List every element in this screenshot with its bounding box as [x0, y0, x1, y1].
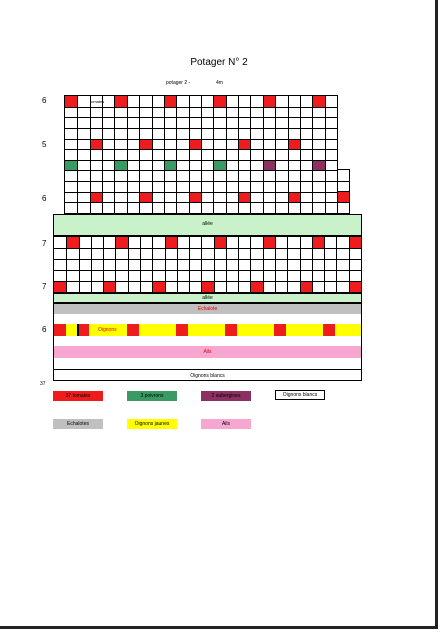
legend-tomates	[53, 391, 103, 401]
grid-line	[115, 237, 116, 292]
grid-line	[114, 96, 115, 213]
row-label-4: 7	[42, 239, 47, 248]
grid-line	[287, 237, 288, 292]
grid-line	[300, 96, 301, 213]
plant-cell	[349, 281, 361, 292]
tomate-square	[274, 324, 286, 336]
row-label-3: 6	[42, 194, 47, 203]
page-title: Potager N° 2	[190, 57, 248, 68]
grid-line	[65, 139, 337, 140]
lower-plot-grid	[53, 236, 362, 293]
grid-line	[164, 96, 165, 213]
plant-cell	[189, 139, 201, 150]
tomate-square	[323, 324, 335, 336]
grid-line	[152, 237, 153, 292]
row-label-2: 5	[42, 140, 47, 149]
plant-cell	[66, 237, 78, 248]
legend-oignons-jaunes	[127, 419, 177, 429]
grid-line	[312, 237, 313, 292]
tomate-square	[127, 324, 139, 336]
oignons-blancs-band	[53, 369, 362, 381]
plant-cell	[165, 237, 177, 248]
grid-line	[250, 237, 251, 292]
legend-echalotes	[53, 419, 103, 429]
legend-oignons-jaunes-label: Oignons jaunes	[134, 421, 170, 427]
tomates-label: tomates	[90, 99, 105, 104]
grid-line	[176, 96, 177, 213]
plant-cell	[201, 281, 213, 292]
grid-line	[90, 96, 91, 213]
grid-line	[54, 259, 361, 260]
grid-line	[275, 237, 276, 292]
plant-cell	[238, 192, 250, 203]
grid-line	[238, 237, 239, 292]
grid-line	[65, 149, 337, 150]
total-label: 37	[40, 381, 46, 387]
grid-line	[65, 192, 337, 193]
plant-cell	[152, 281, 164, 292]
plant-cell	[349, 237, 361, 248]
grid-line	[213, 96, 214, 213]
plant-cell	[250, 281, 262, 292]
legend-ails	[201, 419, 251, 429]
plant-cell	[300, 281, 312, 292]
legend-poivrons	[127, 391, 177, 401]
row-label-1: 6	[42, 96, 47, 105]
grid-line	[300, 237, 301, 292]
grid-line	[102, 96, 103, 213]
grid-line	[65, 107, 337, 108]
plant-cell	[312, 96, 324, 107]
plant-cell	[288, 139, 300, 150]
legend-tomates-label: 37 tomates	[65, 393, 91, 399]
plant-cell	[189, 192, 201, 203]
ails-band	[54, 346, 361, 358]
grid-line	[103, 237, 104, 292]
grid-line	[214, 237, 215, 292]
grid-line	[139, 96, 140, 213]
plant-cell	[114, 160, 126, 171]
plant-cell	[114, 96, 126, 107]
grid-line	[77, 96, 78, 213]
grid-line	[226, 96, 227, 213]
grid-line	[177, 237, 178, 292]
tomate-square	[225, 324, 237, 336]
grid-line	[336, 237, 337, 292]
plant-cell	[263, 237, 275, 248]
plant-cell	[90, 192, 102, 203]
legend-oignons-blancs	[275, 390, 325, 400]
plant-cell	[65, 96, 77, 107]
upper-plot-grid	[64, 95, 338, 214]
plant-cell	[139, 139, 151, 150]
legend-ails-label: Ails	[221, 421, 231, 427]
plant-cell	[90, 139, 102, 150]
grid-line	[65, 181, 337, 182]
legend-poivrons-label: 3 poivrons	[140, 393, 164, 399]
allee-band-bottom	[53, 293, 362, 303]
grid-line	[312, 96, 313, 213]
legend-echalotes-label: Echalotes	[67, 421, 89, 427]
subtitle-label: potager 2 -	[166, 80, 191, 86]
allee-band-top	[53, 214, 362, 236]
tomate-square	[176, 324, 188, 336]
grid-line	[238, 96, 239, 213]
legend-oignons-blancs-label: Oignons blancs	[282, 392, 318, 398]
grid-line	[201, 96, 202, 213]
plant-cell	[54, 281, 66, 292]
grid-line	[338, 202, 349, 203]
plant-cell	[115, 237, 127, 248]
grid-line	[250, 96, 251, 213]
plant-cell	[214, 237, 226, 248]
grid-line	[127, 96, 128, 213]
grid-line	[226, 237, 227, 292]
grid-line	[79, 237, 80, 292]
row-label-6: 6	[42, 325, 47, 334]
grid-line	[275, 96, 276, 213]
legend-aubergines-label: 2 aubergines	[211, 393, 241, 399]
plant-cell	[164, 160, 176, 171]
grid-line	[54, 270, 361, 271]
grid-line	[65, 170, 337, 171]
oignons-label: Oignons	[98, 327, 117, 333]
allee-top-label: allée	[202, 221, 213, 227]
grid-line	[65, 117, 337, 118]
plant-cell	[312, 237, 324, 248]
legend-aubergines	[201, 391, 251, 401]
grid-line	[65, 202, 337, 203]
tomate-square	[54, 324, 66, 336]
grid-line	[263, 96, 264, 213]
plant-cell	[338, 191, 349, 202]
plant-cell	[312, 160, 324, 171]
grid-line	[165, 237, 166, 292]
grid-line	[201, 237, 202, 292]
tomate-square	[77, 324, 89, 336]
plant-cell	[263, 96, 275, 107]
plant-cell	[213, 96, 225, 107]
grid-line	[338, 181, 349, 182]
grid-line	[54, 248, 361, 249]
plant-cell	[164, 96, 176, 107]
upper-plot-extension	[337, 169, 350, 214]
oignons-blancs-label: Oignons blancs	[190, 373, 225, 379]
plant-cell	[213, 160, 225, 171]
row-label-5: 7	[42, 282, 47, 291]
ails-label: Ails	[203, 349, 212, 355]
plant-cell	[238, 139, 250, 150]
echalote-label: Echalote	[197, 306, 218, 312]
grid-line	[91, 237, 92, 292]
subtitle-width: 4m	[216, 80, 223, 86]
plant-cell	[139, 192, 151, 203]
grid-line	[54, 281, 361, 282]
grid-line	[65, 128, 337, 129]
grid-line	[128, 237, 129, 292]
plant-cell	[263, 160, 275, 171]
grid-line	[189, 237, 190, 292]
grid-line	[140, 237, 141, 292]
echalote-band	[54, 304, 361, 314]
plant-cell	[65, 160, 77, 171]
grid-line	[65, 160, 337, 161]
grid-line	[349, 237, 350, 292]
grid-line	[288, 96, 289, 213]
allee-bottom-label: allée	[202, 295, 213, 301]
oignons-band	[54, 324, 361, 336]
grid-line	[338, 191, 349, 192]
plant-cell	[103, 281, 115, 292]
grid-line	[189, 96, 190, 213]
grid-line	[263, 237, 264, 292]
grid-line	[152, 96, 153, 213]
plant-cell	[288, 192, 300, 203]
grid-line	[324, 237, 325, 292]
grid-line	[66, 237, 67, 292]
grid-line	[325, 96, 326, 213]
